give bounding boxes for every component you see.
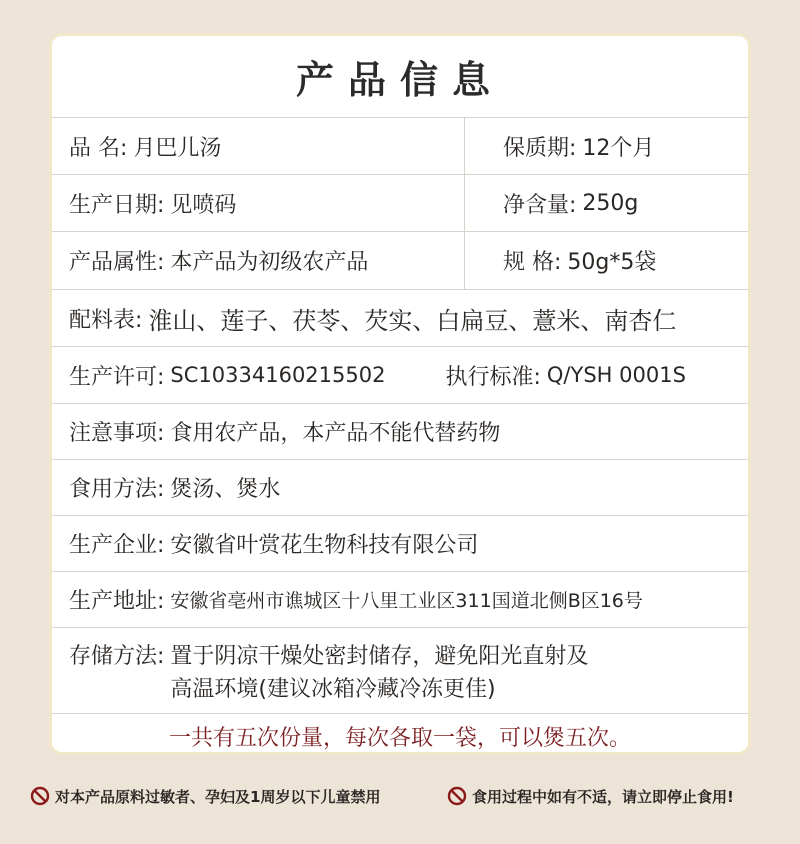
storage-row bbox=[52, 628, 748, 714]
net-weight-label: 净含量: bbox=[503, 192, 577, 218]
address-value: 安徽省亳州市谯城区十八里工业区311国道北侧B区16号 bbox=[170, 590, 643, 612]
prohibited-icon bbox=[30, 786, 50, 806]
info-grid-right bbox=[465, 118, 748, 289]
license-label: 生产许可: bbox=[69, 364, 165, 390]
notes-label: 注意事项: bbox=[69, 421, 165, 446]
net-weight-value: 250g bbox=[582, 190, 639, 216]
product-info-card bbox=[52, 36, 748, 752]
net-weight-row bbox=[465, 175, 748, 232]
shelf-life-row bbox=[465, 118, 748, 175]
license-value: SC10334160215502 bbox=[170, 363, 386, 387]
company-row bbox=[52, 516, 748, 572]
warning-discomfort bbox=[447, 786, 734, 807]
standard-value: Q/YSH 0001S bbox=[546, 363, 686, 387]
info-grid-left bbox=[52, 118, 465, 289]
summary-text: 一共有五次份量，每次各取一袋，可以煲五次。 bbox=[168, 725, 631, 751]
notes-value: 食用农产品，本产品不能代替药物 bbox=[170, 421, 501, 446]
company-label: 生产企业: bbox=[69, 533, 165, 558]
warning-allergy bbox=[30, 786, 380, 807]
production-date-value: 见喷码 bbox=[170, 192, 237, 218]
storage-label: 存储方法: bbox=[69, 644, 165, 669]
info-grid bbox=[52, 118, 748, 290]
attribute-row bbox=[52, 232, 464, 289]
ingredients-value: 淮山、莲子、茯苓、芡实、白扁豆、薏米、南杏仁 bbox=[148, 306, 677, 335]
usage-value: 煲汤、煲水 bbox=[170, 477, 281, 502]
name-label: 品 名: bbox=[69, 135, 128, 161]
shelf-life-value: 12个月 bbox=[582, 135, 655, 161]
spec-label: 规 格: bbox=[503, 250, 562, 275]
storage-value: 置于阴凉干燥处密封储存，避免阳光直射及高温环境(建议冰箱冷藏冷冻更佳) bbox=[170, 644, 589, 702]
page-title: 产品信息 bbox=[52, 36, 748, 118]
warning-bar bbox=[0, 782, 800, 810]
production-date-label: 生产日期: bbox=[69, 192, 165, 218]
ingredients-row bbox=[52, 290, 748, 347]
notes-row bbox=[52, 404, 748, 460]
warning-discomfort-text: 食用过程中如有不适，请立即停止食用! bbox=[472, 787, 734, 806]
attribute-label: 产品属性: bbox=[69, 250, 165, 275]
license-row bbox=[52, 347, 748, 404]
address-row bbox=[52, 572, 748, 628]
warning-allergy-text: 对本产品原料过敏者、孕妇及1周岁以下儿童禁用 bbox=[55, 787, 381, 806]
spec-value: 50g*5袋 bbox=[567, 250, 657, 275]
name-row bbox=[52, 118, 464, 175]
prohibited-icon bbox=[447, 786, 467, 806]
company-value: 安徽省叶赏花生物科技有限公司 bbox=[170, 533, 479, 558]
attribute-value: 本产品为初级农产品 bbox=[170, 250, 369, 275]
ingredients-label: 配料表: bbox=[69, 307, 143, 333]
name-value: 月巴儿汤 bbox=[133, 135, 222, 161]
shelf-life-label: 保质期: bbox=[503, 135, 577, 161]
usage-row bbox=[52, 460, 748, 516]
standard-label: 执行标准: bbox=[445, 364, 541, 390]
production-date-row bbox=[52, 175, 464, 232]
usage-label: 食用方法: bbox=[69, 477, 165, 502]
spec-row bbox=[465, 232, 748, 289]
address-label: 生产地址: bbox=[69, 589, 165, 614]
